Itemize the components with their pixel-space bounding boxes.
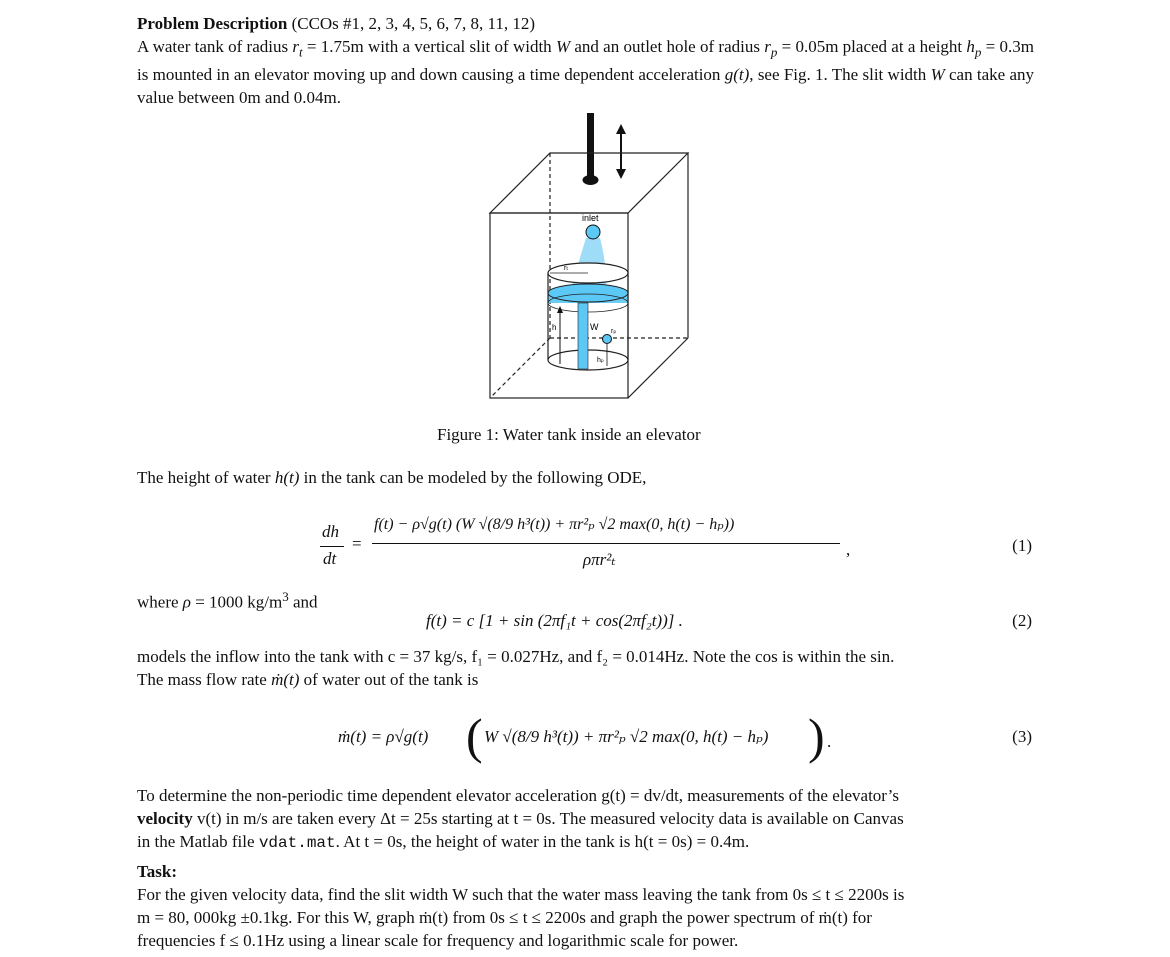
rt-label: rₜ (564, 265, 569, 272)
eq1-denominator: ρπr²ₜ (583, 550, 616, 569)
eq3-tail: . (827, 732, 832, 751)
where-text-3: and (288, 592, 318, 612)
task-section (137, 860, 1034, 952)
intro-text-3: a height (907, 37, 967, 56)
eq3-body: W √(8/9 h³(t)) + πr²ₚ √2 max(0, h(t) − hₚ) (484, 727, 769, 746)
rod-end (583, 175, 599, 185)
eq3-number: (3) (1012, 727, 1032, 746)
arrow-down-icon (616, 169, 626, 179)
arrow-up-icon (616, 124, 626, 134)
eq1-equals: = (352, 534, 362, 553)
task-line-3: frequencies f ≤ 0.1Hz using a linear scale for frequency and logarithmic scale for power. (137, 931, 739, 950)
inflow-line-1: models the inflow into the tank with c = 37 kg/s, f₁ = 0.027Hz, and f₂ = 0.014Hz. Note the cos is within the sin. (137, 647, 895, 666)
measure-velocity-bold: velocity (137, 809, 193, 828)
where-sup: 3 (282, 589, 289, 604)
w-symbol-2: W (930, 65, 945, 85)
equation-2: f(t) = c [1 + sin (2πf₁t + cos(2πf₂t))] . (426, 611, 683, 630)
outlet-hole-icon (603, 335, 612, 344)
intro-text-1: A water tank of radius (137, 37, 293, 56)
eq1-numerator: f(t) − ρ√g(t) (W √(8/9 h³(t)) + πr²ₚ √2 max(0, h(t) − hₚ)) (374, 516, 735, 533)
task-line-1: For the given velocity data, find the slit width W such that the water mass leaving the tank from 0s ≤ t ≤ 2200s is (137, 885, 905, 904)
heading-ccos: (CCOs #1, 2, 3, 4, 5, 6, 7, 8, 11, 12) (291, 14, 536, 33)
ht-symbol: h(t) (274, 468, 300, 487)
tank-slit (578, 303, 588, 369)
ode-intro-1: The height of water (137, 468, 275, 487)
eq3-open-paren: ( (466, 708, 483, 764)
inflow-paragraph (137, 645, 1034, 691)
mdot-symbol: ṁ(t) (271, 670, 300, 689)
gt-symbol: g(t) (724, 65, 750, 85)
measure-line-3a: in the Matlab file (137, 832, 259, 851)
hp-value: = 0.3m is mounted in an elevator moving up and down causing a time dependent acceleration (137, 37, 1034, 85)
ode-intro-2: in the tank can be modeled by the following ODE, (299, 468, 647, 487)
measure-line-1: To determine the non-periodic time dependent elevator acceleration g(t) = dv/dt, measurements of the elevator’s (137, 786, 899, 805)
intro-text-4: , see (749, 65, 780, 85)
eq3-close-paren: ) (808, 708, 825, 764)
inflow-line-2b: of water out of the tank is (299, 670, 479, 689)
inlet-icon (586, 225, 600, 239)
rho-symbol: ρ (182, 592, 191, 612)
intro-text-6: can take any value between 0m and 0.04m. (137, 65, 1035, 108)
where-text-2: = 1000 kg/m (190, 592, 283, 612)
rt-value: = 1.75m with a vertical slit of width (302, 37, 556, 56)
problem-heading (137, 12, 1034, 35)
measurement-paragraph (137, 784, 1034, 855)
task-line-2: m = 80, 000kg ±0.1kg. For this W, graph ṁ(t) from 0s ≤ t ≤ 2200s and graph the power spectrum of ṁ(t) for (137, 908, 872, 927)
eq1-number: (1) (1012, 536, 1032, 555)
matlab-file-name: vdat.mat (258, 834, 336, 852)
hp-symbol: h (966, 37, 975, 56)
rp-label: rₚ (611, 328, 617, 335)
w-label: W (590, 322, 599, 332)
task-title: Task: (137, 862, 178, 881)
elevator-tank-figure (480, 108, 700, 408)
figure-caption: Figure 1: Water tank inside an elevator (437, 425, 701, 444)
intro-paragraph (137, 35, 1034, 109)
rp-value: = 0.05m placed at (777, 37, 904, 56)
w-symbol: W (555, 37, 571, 56)
eq1-tail: , (846, 540, 851, 559)
rt-symbol: r (292, 37, 299, 56)
eq2-number: (2) (1012, 611, 1032, 630)
hp-sub: p (974, 44, 982, 60)
measure-line-2: v(t) in m/s are taken every Δt = 25s starting at t = 0s. The measured velocity data is available on Canvas (192, 809, 904, 828)
rp-sub: p (770, 44, 778, 60)
eq1-lhs-den: dt (323, 549, 337, 568)
elevator-rod (587, 113, 594, 178)
rt-sub: t (299, 44, 303, 60)
inflow-line-2a: The mass flow rate (137, 670, 272, 689)
inlet-label: inlet (582, 213, 599, 223)
where-rho (137, 589, 318, 613)
where-text-1: where (137, 592, 183, 612)
ode-intro (137, 466, 1034, 489)
heading-title: Problem Description (137, 14, 288, 33)
intro-text-5: Fig. 1. The slit width (783, 65, 931, 85)
rp-symbol: r (764, 37, 771, 56)
eq1-lhs-num: dh (322, 522, 339, 541)
measure-line-3b: . At t = 0s, the height of water in the tank is h(t = 0s) = 0.4m. (335, 832, 750, 851)
eq3-lhs: ṁ(t) = ρ√g(t) (338, 727, 429, 746)
hp-label: hₚ (597, 357, 604, 364)
h-label: h (552, 323, 557, 332)
intro-text-2: and an outlet hole of radius (570, 37, 765, 56)
water-surface (548, 284, 628, 302)
